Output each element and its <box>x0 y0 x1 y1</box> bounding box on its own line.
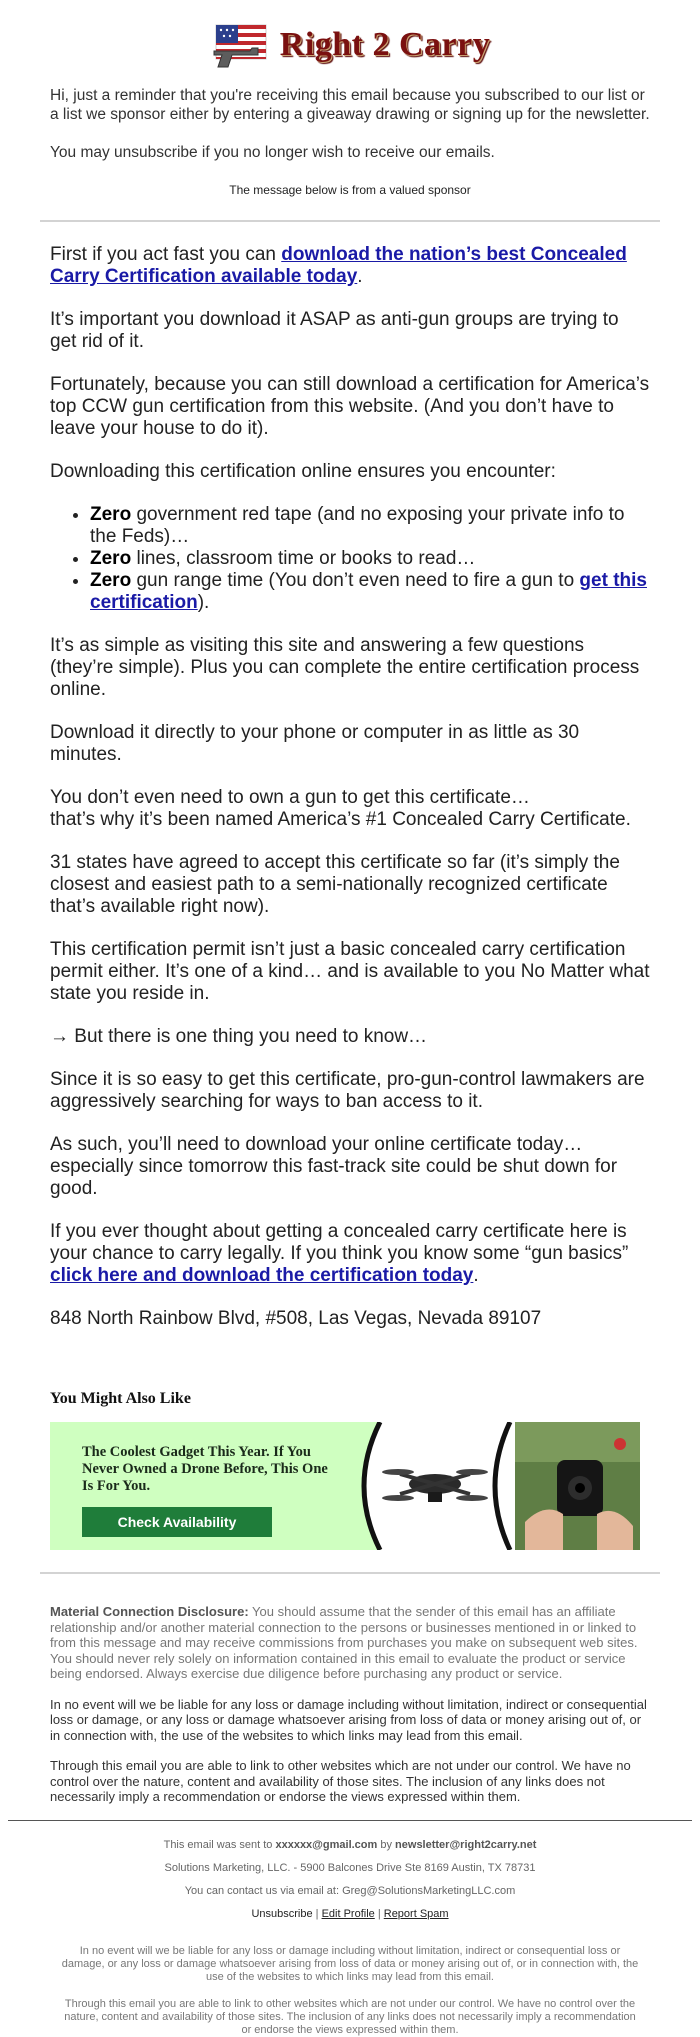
text: gun range time (You don’t even need to fire a gun to <box>131 570 580 591</box>
paragraph-6: Download it directly to your phone or computer in as little as 30 minutes. <box>50 722 580 765</box>
disclosure-section <box>0 1574 700 1805</box>
sent-to-line <box>60 1839 640 1852</box>
paragraph-5: It’s as simple as visiting this site and answering a few questions (they’re simple). Plus you can complete the entire certification process online. <box>50 635 640 700</box>
footer-links <box>60 1908 640 1921</box>
drone-hands-icon <box>515 1422 640 1550</box>
edit-profile-link[interactable]: Edit Profile <box>321 1907 375 1920</box>
drone-photo <box>515 1422 640 1550</box>
recommendation-heading: You Might Also Like <box>50 1390 191 1407</box>
drone-ad-banner[interactable] <box>50 1422 640 1550</box>
get-certification-link[interactable]: get this certification <box>90 570 647 613</box>
sponsor-note: The message below is from a valued sponsor <box>229 183 471 197</box>
liability-paragraph: In no event will we be liable for any loss or damage including without limitation, indirect or consequential loss or damage, or any loss or damage whatsoever arising from loss of data or money arising out of, or in connection with, the use of the websites to which links may lead from this email. <box>50 1696 647 1743</box>
external-links-paragraph: Through this email you are able to link to other websites which are not under our control. We have no control over the nature, content and availability of those sites. The inclusion of any links does not necessarily imply a recommendation or endorse the views expressed within them. <box>50 1758 631 1804</box>
paragraph-13 <box>50 1221 650 1287</box>
sender-address: 848 North Rainbow Blvd, #508, Las Vegas, Nevada 89107 <box>50 1308 542 1329</box>
message-body <box>0 222 700 1330</box>
intro-unsubscribe-note: You may unsubscribe if you no longer wish to receive our emails. <box>50 144 495 161</box>
check-availability-button[interactable]: Check Availability <box>82 1507 272 1537</box>
text: You don’t even need to own a gun to get this certificate… <box>50 787 530 808</box>
flag-gun-icon <box>210 17 272 73</box>
paragraph-10: → But there is one thing you need to know… <box>50 1026 428 1047</box>
recipient-email: xxxxxx@gmail.com <box>275 1838 378 1851</box>
intro-section <box>0 86 700 200</box>
footer <box>0 1821 700 2037</box>
paragraph-12: As such, you’ll need to download your online certificate today… especially since tomorrow this fast-track site could be shut down for good. <box>50 1134 618 1199</box>
text: If you ever thought about getting a concealed carry certificate here is your chance to carry legally. If you think you know some “gun basics” <box>50 1221 629 1264</box>
text: . <box>357 266 363 287</box>
company-address: Solutions Marketing, LLC. - 5900 Balcones Drive Ste 8169 Austin, TX 78731 <box>164 1861 536 1874</box>
text: lines, classroom time or books to read… <box>131 548 476 569</box>
text: ). <box>197 592 210 613</box>
paragraph-1 <box>50 244 650 288</box>
text: by <box>377 1838 396 1851</box>
text: that’s why it’s been named America’s #1 Concealed Carry Certificate. <box>50 809 631 830</box>
text: You should assume that the sender of this email has an affiliate relationship and/or another material connection to the persons or businesses mentioned in or linked to from this message and may receive commissions from purchases you make on subsequent web sites. You should never rely solely on information contained in this email to evaluate the product or service being endorsed. Always exercise due diligence before purchasing any product or service. <box>50 1604 638 1681</box>
disclosure-paragraph <box>50 1604 650 1682</box>
download-certification-link[interactable]: download the nation’s best Concealed Carry Certification available today <box>50 244 627 287</box>
paragraph-2: It’s important you download it ASAP as anti-gun groups are trying to get rid of it. <box>50 309 619 352</box>
paragraph-3: Fortunately, because you can still download a certification for America’s top CCW gun certification from this website. (And you don’t have to leave your house to do it). <box>50 374 650 439</box>
paragraph-11: Since it is so easy to get this certificate, pro-gun-control lawmakers are aggressively searching for ways to ban access to it. <box>50 1069 645 1112</box>
paragraph-4: Downloading this certification online ensures you encounter: <box>50 461 556 482</box>
bold-text: Zero <box>90 570 132 591</box>
contact-line: You can contact us via email at: Greg@SolutionsMarketingLLC.com <box>184 1884 516 1897</box>
paragraph-8: 31 states have agreed to accept this certificate so far (it’s simply the closest and easiest path to a semi-nationally recognized certificate that’s available right now). <box>50 852 620 917</box>
disclosure-label: Material Connection Disclosure: <box>50 1604 249 1619</box>
drone-icon <box>340 1422 515 1550</box>
header-logo[interactable] <box>0 0 700 86</box>
list-item <box>90 570 650 614</box>
separator: | <box>312 1907 322 1920</box>
bold-text: Zero <box>90 504 132 525</box>
paragraph-7 <box>50 787 650 831</box>
text: government red tape (and no exposing your private info to the Feds)… <box>90 504 625 547</box>
logo-text: Right 2 Carry <box>279 26 491 63</box>
ad-copy <box>50 1422 340 1550</box>
recommendation-section <box>0 1330 700 1550</box>
paragraph-9: This certification permit isn’t just a basic concealed carry certification permit either. It’s one of a kind… and is available to you No Matter what state you reside in. <box>50 939 650 1004</box>
unsubscribe-link[interactable]: Unsubscribe <box>251 1907 313 1920</box>
list-item <box>90 504 650 548</box>
text: . <box>473 1265 479 1286</box>
download-certification-today-link[interactable]: click here and download the certification today <box>50 1265 474 1286</box>
sender-email: newsletter@right2carry.net <box>395 1838 537 1851</box>
bold-text: Zero <box>90 548 132 569</box>
footer-liability-text: In no event will we be liable for any loss or damage including without limitation, indirect or consequential loss or damage, or any loss or damage whatsoever arising from loss of data or money arising out of, or in connection with, the use of the websites to which links may lead from this email. <box>61 1944 639 1983</box>
drone-image <box>340 1422 515 1550</box>
text: This email was sent to <box>163 1838 276 1851</box>
report-spam-link[interactable]: Report Spam <box>383 1907 449 1920</box>
list-item <box>90 548 650 570</box>
footer-external-links-text: Through this email you are able to link to other websites which are not under our control. We have no control over the nature, content and availability of those sites. The inclusion of any links does not necessarily imply a recommendation or endorse the views expressed within them. <box>64 1997 636 2036</box>
ad-title: The Coolest Gadget This Year. If You Never Owned a Drone Before, This One Is For You. <box>82 1444 328 1494</box>
intro-reminder: Hi, just a reminder that you're receiving this email because you subscribed to our list or a list we sponsor either by entering a giveaway drawing or signing up for the newsletter. <box>50 87 650 123</box>
benefits-list <box>50 504 650 614</box>
text: First if you act fast you can <box>50 244 282 265</box>
separator: | <box>374 1907 384 1920</box>
